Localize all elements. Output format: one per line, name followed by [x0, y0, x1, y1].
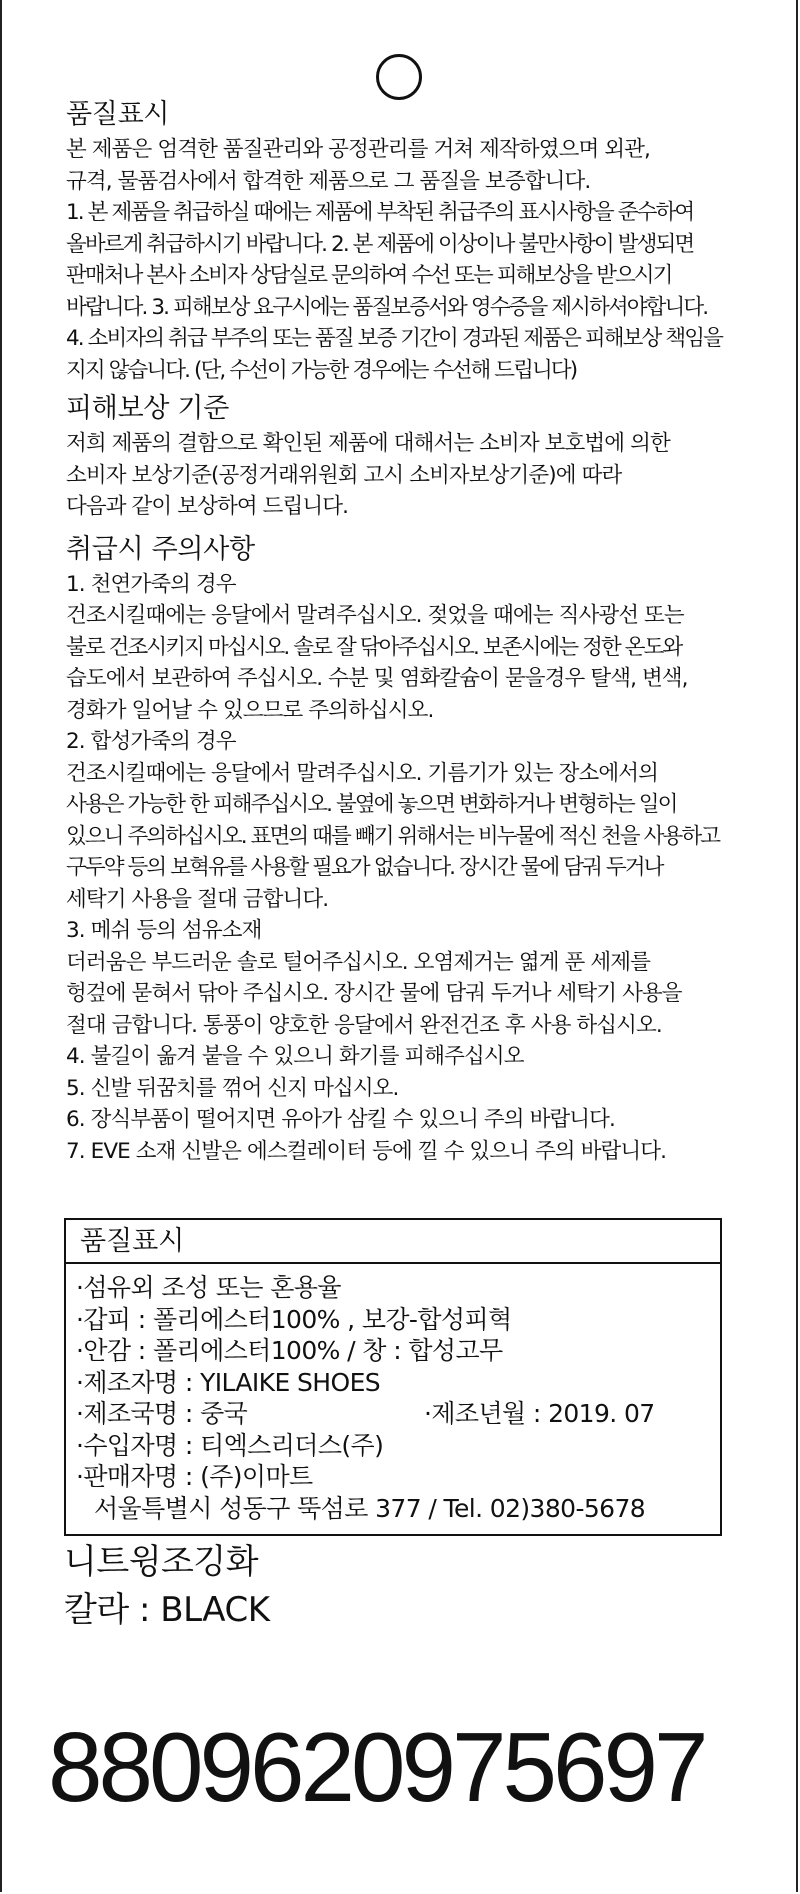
manufacture-date: ·제조년월 : 2019. 07: [424, 1399, 655, 1428]
precaution-item: 4. 불길이 옮겨 붙을 수 있으니 화기를 피해주십시오: [66, 1044, 524, 1069]
precaution-item: 5. 신발 뒤꿈치를 꺾어 신지 마십시오.: [66, 1075, 399, 1101]
synthetic-leather-line: 건조시킬때에는 응달에서 말려주십시오. 기름기가 있는 장소에서의: [66, 760, 658, 786]
natural-leather-line: 습도에서 보관하여 주십시오. 수분 및 염화칼슘이 묻을경우 탈색, 변색,: [66, 666, 688, 691]
barcode-number: 8809620975697: [48, 1712, 705, 1822]
care-text: [66, 96, 726, 1167]
mesh-heading: 3. 메쉬 등의 섬유소재: [66, 918, 262, 943]
quality-notice-line: 올바르게 취급하시기 바랍니다. 2. 본 제품에 이상이나 불만사항이 발생되면: [66, 231, 694, 257]
synthetic-leather-line: 구두약 등의 보혁유를 사용할 필요가 없습니다. 장시간 물에 담궈 두거나: [66, 855, 663, 880]
country-date-row: [76, 1398, 720, 1430]
synthetic-leather-line: 있으니 주의하십시오. 표면의 때를 빼기 위해서는 비누물에 적신 천을 사용하고: [66, 823, 720, 849]
quality-notice-line: 1. 본 제품을 취급하실 때에는 제품에 부착된 취급주의 표시사항을 준수하여: [66, 200, 694, 225]
precaution-item: 6. 장식부품이 떨어지면 유아가 삼킬 수 있으니 주의 바랍니다.: [66, 1107, 615, 1132]
quality-notice-line: 본 제품은 엄격한 품질관리와 공정관리를 거쳐 제작하였으며 외관,: [66, 137, 650, 162]
synthetic-leather-heading: 2. 합성가죽의 경우: [66, 729, 236, 754]
product-color: 칼라 : BLACK: [64, 1590, 270, 1630]
quality-notice-line: 판매처나 본사 소비자 상담실로 문의하여 수선 또는 피해보상을 받으시기: [66, 263, 672, 288]
natural-leather-line: 경화가 일어날 수 있으므로 주의하십시오.: [66, 697, 434, 723]
upper-material: ·갑피 : 폴리에스터100% , 보강-합성피혁: [76, 1304, 512, 1334]
seller: ·판매자명 : (주)이마트: [76, 1462, 313, 1491]
compensation-line: 저희 제품의 결함으로 확인된 제품에 대해서는 소비자 보호법에 의한: [66, 431, 670, 456]
compensation-line: 소비자 보상기준(공정거래위원회 고시 소비자보상기준)에 따라: [66, 462, 622, 488]
natural-leather-line: 불로 건조시키지 마십시오. 솔로 잘 닦아주십시오. 보존시에는 정한 온도와: [66, 634, 682, 660]
quality-notice-line: 규격, 물품검사에서 합격한 제품으로 그 품질을 보증합니다.: [66, 168, 591, 194]
country-of-manufacture: ·제조국명 : 중국: [76, 1399, 248, 1428]
compensation-title: 피해보상 기준: [66, 393, 229, 424]
precaution-item: 7. EVE 소재 신발은 에스컬레이터 등에 낄 수 있으니 주의 바랍니다.: [66, 1138, 667, 1164]
manufacturer: ·제조자명 : YILAIKE SHOES: [76, 1367, 381, 1397]
fiber-composition: ·섬유외 조성 또는 혼용율: [76, 1273, 341, 1302]
hang-hole: [376, 54, 422, 100]
mesh-line: 더러움은 부드러운 솔로 털어주십시오. 오염제거는 엷게 푼 세제를: [66, 949, 650, 975]
lining-sole-material: ·안감 : 폴리에스터100% / 창 : 합성고무: [76, 1336, 503, 1365]
seller-address: 서울특별시 성동구 뚝섬로 377 / Tel. 02)380-5678: [94, 1493, 646, 1523]
synthetic-leather-line: 사용은 가능한 한 피해주십시오. 불옆에 놓으면 변화하거나 변형하는 일이: [66, 792, 677, 817]
synthetic-leather-line: 세탁기 사용을 절대 금합니다.: [66, 886, 329, 912]
natural-leather-line: 건조시킬때에는 응달에서 말려주십시오. 젖었을 때에는 직사광선 또는: [66, 603, 684, 628]
quality-notice-line: 4. 소비자의 취급 부주의 또는 품질 보증 기간이 경과된 제품은 피해보상 책임을: [66, 326, 722, 351]
quality-notice-title: 품질표시: [66, 99, 170, 130]
mesh-line: 절대 금합니다. 통풍이 양호한 응달에서 완전건조 후 사용 하십시오.: [66, 1012, 662, 1038]
product-name: 니트윙조깅화: [64, 1542, 259, 1582]
compensation-line: 다음과 같이 보상하여 드립니다.: [66, 494, 349, 519]
precautions-title: 취급시 주의사항: [66, 533, 255, 565]
quality-box-body: [66, 1264, 720, 1524]
importer: ·수입자명 : 티엑스리더스(주): [76, 1430, 384, 1460]
mesh-line: 헝겊에 묻혀서 닦아 주십시오. 장시간 물에 담궈 두거나 세탁기 사용을: [66, 981, 682, 1006]
quality-notice-line: 바랍니다. 3. 피해보상 요구시에는 품질보증서와 영수증을 제시하셔야합니다.: [66, 294, 708, 320]
natural-leather-heading: 1. 천연가죽의 경우: [66, 571, 236, 597]
quality-label-box: [64, 1218, 722, 1536]
quality-box-title: 품질표시: [66, 1220, 720, 1264]
quality-notice-line: 지지 않습니다. (단, 수선이 가능한 경우에는 수선해 드립니다): [66, 357, 577, 383]
